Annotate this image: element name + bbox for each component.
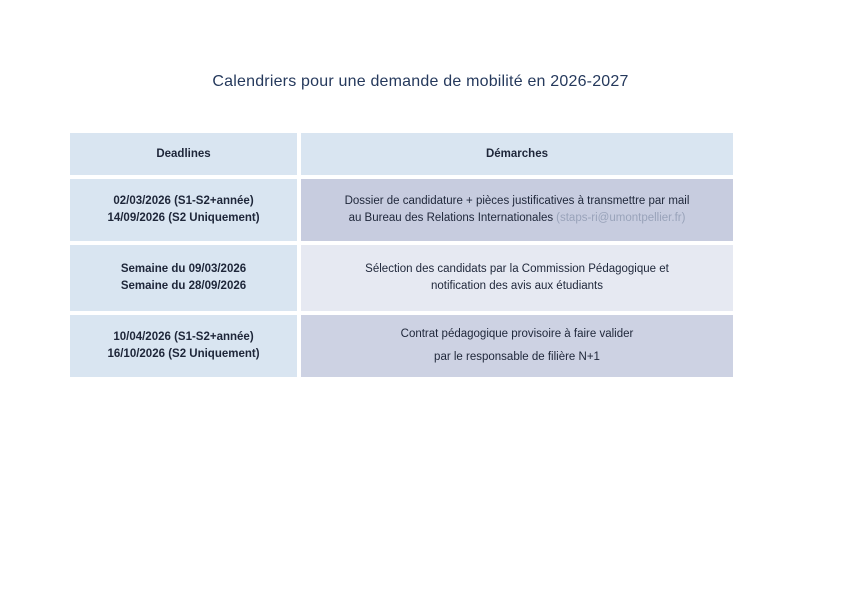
mobility-calendar-table <box>70 133 733 377</box>
demarche-cell-row1 <box>301 179 733 241</box>
deadline-date-line: 10/04/2026 (S1-S2+année) <box>113 331 254 343</box>
column-header-deadlines <box>70 133 297 175</box>
demarche-text-line: Contrat pédagogique provisoire à faire valider <box>400 328 634 340</box>
email-link[interactable]: (staps-ri@umontpellier.fr) <box>556 212 686 224</box>
deadline-cell-row2 <box>70 245 297 311</box>
column-header-demarches-label: Démarches <box>485 147 548 160</box>
demarche-cell-row2 <box>301 245 733 311</box>
demarche-text-line <box>349 210 686 227</box>
deadline-date-line: Semaine du 09/03/2026 <box>120 263 247 275</box>
deadline-date-line: 14/09/2026 (S2 Uniquement) <box>107 212 260 224</box>
demarche-text-fragment: au Bureau des Relations Internationales <box>348 212 554 224</box>
demarche-text-line: Sélection des candidats par la Commission Pédagogique et <box>365 263 669 275</box>
column-header-demarches <box>301 133 733 175</box>
deadline-cell-row3 <box>70 315 297 377</box>
demarche-text-line: par le responsable de filière N+1 <box>434 351 600 363</box>
demarche-text-line: Dossier de candidature + pièces justificatives à transmettre par mail <box>344 195 690 207</box>
deadline-date-line: 02/03/2026 (S1-S2+année) <box>113 195 254 207</box>
deadline-date-line: Semaine du 28/09/2026 <box>120 280 247 292</box>
deadline-date-line: 16/10/2026 (S2 Uniquement) <box>107 348 260 360</box>
demarche-text-line: notification des avis aux étudiants <box>431 280 603 292</box>
page-title: Calendriers pour une demande de mobilité en 2026-2027 <box>212 73 629 90</box>
demarche-cell-row3 <box>301 315 733 377</box>
column-header-deadlines-label: Deadlines <box>156 147 211 160</box>
deadline-cell-row1 <box>70 179 297 241</box>
